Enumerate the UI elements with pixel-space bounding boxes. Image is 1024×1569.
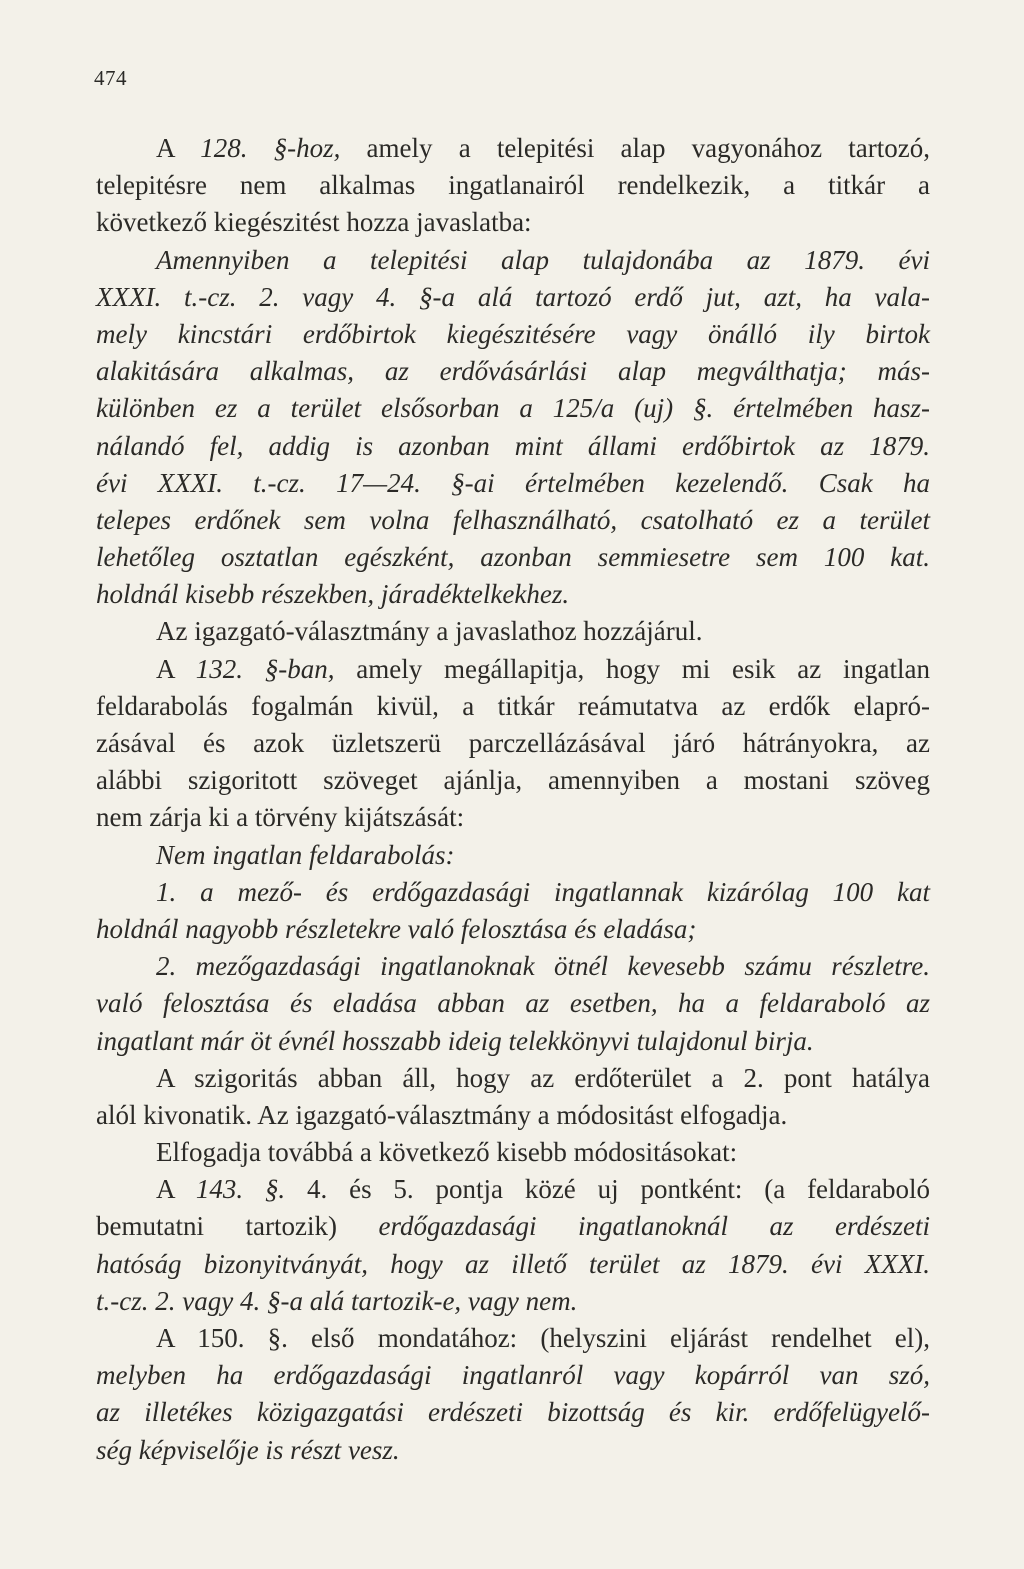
text-line [96, 242, 930, 279]
text-line [96, 465, 930, 502]
italic-text: holdnál nagyobb részletekre való felosztása és eladása; [96, 913, 697, 944]
text-line [96, 1023, 930, 1060]
italic-text: ingatlant már öt évnél hosszabb ideig telekkönyvi tulajdonul birja. [96, 1025, 814, 1056]
text-line [96, 1320, 930, 1357]
text-line [96, 799, 930, 836]
text-line [96, 1432, 930, 1469]
italic-text: melyben ha erdőgazdasági ingatlanról vagy kopárról van szó, [96, 1360, 930, 1391]
text-line [96, 428, 930, 465]
italic-text: Amennyiben a telepitési alap tulajdonába az 1879. évi [156, 244, 930, 275]
text-line [96, 1394, 930, 1431]
text-line [96, 353, 930, 390]
body-text [96, 130, 930, 1469]
italic-text: nálandó fel, addig is azonban mint állami erdőbirtok az 1879. [96, 430, 930, 461]
text-line [96, 725, 930, 762]
text-line [96, 539, 930, 576]
text-run: A 150. §. első mondatához: (helyszini eljárást rendelhet el), [156, 1323, 930, 1353]
italic-text: évi XXXI. t.-cz. 17—24. §-ai értelmében kezelendő. Csak ha [96, 467, 930, 498]
italic-text: 132. §-ban, [195, 653, 335, 684]
text-line [96, 390, 930, 427]
text-run: nem zárja ki a törvény kijátszását: [96, 802, 465, 833]
italic-text: ség képviselője is részt vesz. [96, 1434, 400, 1465]
text-line [96, 651, 930, 688]
text-line [96, 1060, 930, 1097]
italic-text: 128. §-hoz, [200, 133, 341, 163]
text-line [96, 911, 930, 948]
text-line [96, 1208, 930, 1245]
italic-text: lehetőleg osztatlan egészként, azonban semmiesetre sem 100 kat. [96, 542, 930, 573]
text-line [96, 1246, 930, 1283]
text-run: alól kivonatik. Az igazgató-választmány a módositást elfogadja. [96, 1099, 788, 1130]
italic-text: az illetékes közigazgatási erdészeti bizottság és kir. erdőfelügyelő- [96, 1397, 930, 1428]
italic-text: holdnál kisebb részekben, járadéktelkekhez. [96, 579, 570, 610]
text-run: Az igazgató-választmány a javaslathoz hozzájárul. [156, 616, 703, 647]
page-number: 474 [94, 66, 127, 90]
text-line [96, 167, 930, 204]
text-run: amely a telepitési alap vagyonához tartozó, [340, 133, 930, 163]
text-run: következő kiegészitést hozza javaslatba: [96, 207, 532, 238]
italic-text: mely kincstári erdőbirtok kiegészitésére vagy önálló ily birtok [96, 318, 930, 349]
italic-text: való felosztása és eladása abban az esetben, ha a feldaraboló az [96, 988, 930, 1019]
italic-text: alakitására alkalmas, az erdővásárlási alap megválthatja; más- [96, 356, 930, 387]
italic-text: XXXI. t.-cz. 2. vagy 4. §-a alá tartozó erdő jut, azt, ha vala- [96, 281, 930, 312]
text-line [96, 1097, 930, 1134]
text-run: Elfogadja továbbá a következő kisebb módositásokat: [156, 1137, 738, 1168]
text-run: bemutatni tartozik) [96, 1211, 379, 1242]
text-line [96, 837, 930, 874]
italic-text: Nem ingatlan feldarabolás: [156, 839, 455, 870]
text-run: 4. és 5. pontja közé uj pontként: (a feldaraboló [285, 1174, 931, 1205]
text-run: A [156, 1174, 196, 1205]
text-line [96, 130, 930, 167]
italic-text: telepes erdőnek sem volna felhasználható, csatolható ez a terület [96, 504, 930, 535]
text-line [96, 1171, 930, 1208]
text-line [96, 1357, 930, 1394]
text-line [96, 688, 930, 725]
text-line [96, 502, 930, 539]
italic-text: hatóság bizonyitványát, hogy az illető terület az 1879. évi XXXI. [96, 1248, 930, 1279]
text-line [96, 985, 930, 1022]
text-run: A [156, 133, 201, 163]
text-run: alábbi szigoritott szöveget ajánlja, amennyiben a mostani szöveg [96, 765, 930, 796]
italic-text: erdőgazdasági ingatlanoknál az erdészeti [378, 1211, 930, 1242]
italic-text: t.-cz. 2. vagy 4. §-a alá tartozik-e, vagy nem. [96, 1285, 578, 1316]
text-line [96, 316, 930, 353]
italic-text: 143. §. [195, 1174, 286, 1205]
text-line [96, 762, 930, 799]
text-run: A [156, 653, 196, 684]
text-line [96, 279, 930, 316]
text-line [96, 613, 930, 650]
text-line [96, 1134, 930, 1171]
italic-text: 1. a mező- és erdőgazdasági ingatlannak kizárólag 100 kat [156, 876, 930, 907]
italic-text: 2. mezőgazdasági ingatlanoknak ötnél kevesebb számu részletre. [156, 951, 930, 982]
text-line [96, 1283, 930, 1320]
text-line [96, 576, 930, 613]
text-run: amely megállapitja, hogy mi esik az ingatlan [334, 653, 930, 684]
text-line [96, 948, 930, 985]
text-run: feldarabolás fogalmán kivül, a titkár reámutatva az erdők elapró- [96, 690, 930, 721]
text-run: A szigoritás abban áll, hogy az erdőterület a 2. pont hatálya [156, 1062, 930, 1093]
italic-text: különben ez a terület elsősorban a 125/a (uj) §. értelmében hasz- [96, 393, 930, 424]
text-line [96, 874, 930, 911]
text-line [96, 204, 930, 241]
text-run: zásával és azok üzletszerü parczellázásával járó hátrányokra, az [96, 728, 930, 758]
text-run: telepitésre nem alkalmas ingatlanairól rendelkezik, a titkár a [96, 170, 930, 201]
